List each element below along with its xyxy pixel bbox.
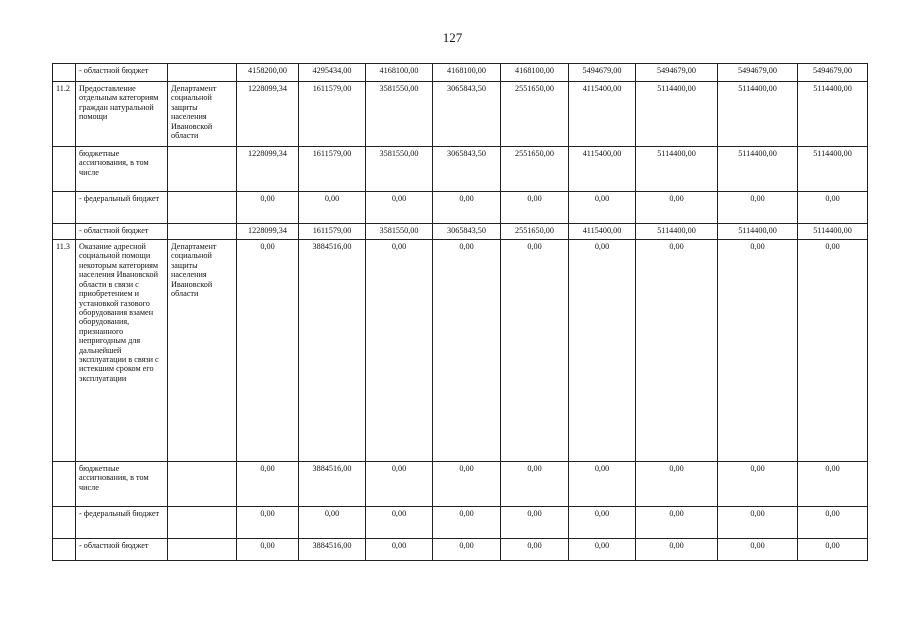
value-cell: 1228099,34 <box>237 147 299 192</box>
value-cell: 0,00 <box>636 240 718 462</box>
value-cell: 3065843,50 <box>433 224 501 240</box>
value-cell: 5114400,00 <box>718 224 798 240</box>
value-cell: 4168100,00 <box>366 64 433 82</box>
value-cell: 5494679,00 <box>569 64 636 82</box>
value-cell: 0,00 <box>237 507 299 539</box>
value-cell: 0,00 <box>718 462 798 507</box>
value-cell: 5494679,00 <box>718 64 798 82</box>
department-cell <box>168 224 237 240</box>
row-number-cell <box>53 64 76 82</box>
value-cell: 0,00 <box>636 507 718 539</box>
value-cell: 0,00 <box>366 240 433 462</box>
value-cell: 5494679,00 <box>636 64 718 82</box>
row-label-cell: - областной бюджет <box>76 539 168 561</box>
row-number-cell <box>53 462 76 507</box>
value-cell: 4168100,00 <box>501 64 569 82</box>
value-cell: 5114400,00 <box>798 147 868 192</box>
page-number: 127 <box>442 30 463 45</box>
value-cell: 5114400,00 <box>636 147 718 192</box>
row-label-cell: - областной бюджет <box>76 224 168 240</box>
value-cell: 0,00 <box>237 462 299 507</box>
value-cell: 0,00 <box>569 462 636 507</box>
table-row <box>53 539 868 561</box>
value-cell: 1611579,00 <box>299 82 366 147</box>
row-label-cell: бюджетные ассигнования, в том числе <box>76 147 168 192</box>
value-cell: 0,00 <box>366 507 433 539</box>
row-number-cell <box>53 539 76 561</box>
table-row <box>53 147 868 192</box>
value-cell: 4168100,00 <box>433 64 501 82</box>
value-cell: 0,00 <box>798 462 868 507</box>
value-cell: 4158200,00 <box>237 64 299 82</box>
value-cell: 0,00 <box>718 507 798 539</box>
value-cell: 0,00 <box>433 507 501 539</box>
table-row <box>53 224 868 240</box>
row-label-cell: - федеральный бюджет <box>76 507 168 539</box>
row-label-cell: Оказание адресной социальной помощи некоторым категориям населения Ивановской области в связи с приобретением и установкой газового оборудования взамен оборудования, признанного непригодным для дальнейшей эксплуатации в связи с истекшим сроком его эксплуатации <box>76 240 168 462</box>
value-cell: 4115400,00 <box>569 224 636 240</box>
department-cell <box>168 64 237 82</box>
value-cell: 5114400,00 <box>636 224 718 240</box>
value-cell: 0,00 <box>569 539 636 561</box>
value-cell: 5114400,00 <box>636 82 718 147</box>
value-cell: 0,00 <box>433 192 501 224</box>
value-cell: 0,00 <box>366 192 433 224</box>
budget-table <box>52 63 868 561</box>
table-row <box>53 82 868 147</box>
value-cell: 0,00 <box>798 192 868 224</box>
row-number-cell: 11.3 <box>53 240 76 462</box>
value-cell: 0,00 <box>569 507 636 539</box>
value-cell: 0,00 <box>718 539 798 561</box>
value-cell: 0,00 <box>636 539 718 561</box>
row-label-cell: - областной бюджет <box>76 64 168 82</box>
value-cell: 0,00 <box>569 192 636 224</box>
table-row <box>53 462 868 507</box>
department-cell <box>168 192 237 224</box>
row-number-cell: 11.2 <box>53 82 76 147</box>
value-cell: 1228099,34 <box>237 82 299 147</box>
value-cell: 0,00 <box>798 539 868 561</box>
department-cell: Департамент социальной защиты населения Ивановской области <box>168 240 237 462</box>
value-cell: 2551650,00 <box>501 82 569 147</box>
value-cell: 3065843,50 <box>433 147 501 192</box>
value-cell: 0,00 <box>299 507 366 539</box>
value-cell: 0,00 <box>798 240 868 462</box>
value-cell: 0,00 <box>501 507 569 539</box>
table-row <box>53 240 868 462</box>
value-cell: 3581550,00 <box>366 224 433 240</box>
value-cell: 3884516,00 <box>299 240 366 462</box>
value-cell: 5494679,00 <box>798 64 868 82</box>
row-number-cell <box>53 147 76 192</box>
department-cell <box>168 462 237 507</box>
value-cell: 3884516,00 <box>299 462 366 507</box>
value-cell: 3065843,50 <box>433 82 501 147</box>
value-cell: 0,00 <box>501 539 569 561</box>
row-number-cell <box>53 192 76 224</box>
value-cell: 3581550,00 <box>366 82 433 147</box>
value-cell: 3581550,00 <box>366 147 433 192</box>
department-cell <box>168 507 237 539</box>
value-cell: 4115400,00 <box>569 82 636 147</box>
value-cell: 4115400,00 <box>569 147 636 192</box>
value-cell: 0,00 <box>501 240 569 462</box>
value-cell: 3884516,00 <box>299 539 366 561</box>
value-cell: 5114400,00 <box>718 82 798 147</box>
value-cell: 0,00 <box>366 539 433 561</box>
value-cell: 0,00 <box>433 240 501 462</box>
row-number-cell <box>53 507 76 539</box>
value-cell: 0,00 <box>501 462 569 507</box>
value-cell: 0,00 <box>366 462 433 507</box>
value-cell: 1611579,00 <box>299 147 366 192</box>
value-cell: 4295434,00 <box>299 64 366 82</box>
value-cell: 2551650,00 <box>501 224 569 240</box>
table-row <box>53 64 868 82</box>
table-row <box>53 192 868 224</box>
value-cell: 0,00 <box>237 539 299 561</box>
value-cell: 0,00 <box>433 462 501 507</box>
value-cell: 0,00 <box>636 192 718 224</box>
row-label-cell: бюджетные ассигнования, в том числе <box>76 462 168 507</box>
value-cell: 0,00 <box>299 192 366 224</box>
value-cell: 0,00 <box>501 192 569 224</box>
value-cell: 5114400,00 <box>798 224 868 240</box>
value-cell: 2551650,00 <box>501 147 569 192</box>
value-cell: 0,00 <box>718 192 798 224</box>
value-cell: 0,00 <box>636 462 718 507</box>
value-cell: 0,00 <box>237 192 299 224</box>
department-cell <box>168 147 237 192</box>
value-cell: 1228099,34 <box>237 224 299 240</box>
value-cell: 0,00 <box>237 240 299 462</box>
table-row <box>53 507 868 539</box>
value-cell: 0,00 <box>798 507 868 539</box>
row-label-cell: - федеральный бюджет <box>76 192 168 224</box>
value-cell: 0,00 <box>718 240 798 462</box>
value-cell: 5114400,00 <box>718 147 798 192</box>
value-cell: 1611579,00 <box>299 224 366 240</box>
value-cell: 5114400,00 <box>798 82 868 147</box>
row-number-cell <box>53 224 76 240</box>
value-cell: 0,00 <box>433 539 501 561</box>
department-cell <box>168 539 237 561</box>
row-label-cell: Предоставление отдельным категориям граждан натуральной помощи <box>76 82 168 147</box>
department-cell: Департамент социальной защиты населения Ивановской области <box>168 82 237 147</box>
value-cell: 0,00 <box>569 240 636 462</box>
